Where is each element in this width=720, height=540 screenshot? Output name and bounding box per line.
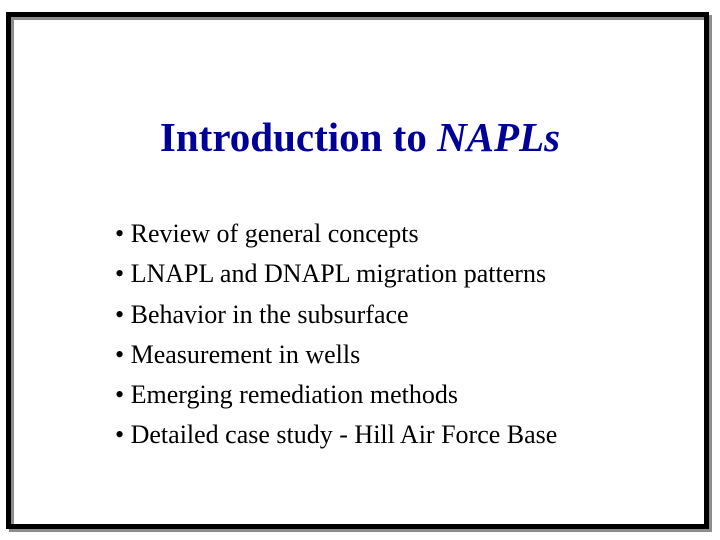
bullet-text: LNAPL and DNAPL migration patterns — [130, 259, 547, 289]
title-text: Introduction to — [159, 114, 438, 160]
bullet-text: Behavior in the subsurface — [130, 299, 409, 329]
list-item — [115, 415, 557, 455]
bullet-text: Detailed case study - Hill Air Force Base — [130, 420, 558, 450]
slide-title — [0, 113, 720, 161]
bullet-text: Emerging remediation methods — [130, 380, 458, 410]
bullet-icon: • — [115, 420, 125, 450]
list-item — [115, 254, 557, 294]
bullet-list — [115, 214, 557, 456]
bullet-icon: • — [115, 339, 125, 369]
list-item — [115, 375, 557, 415]
bullet-icon: • — [115, 219, 125, 248]
list-item — [115, 214, 557, 254]
bullet-icon: • — [115, 380, 125, 410]
bullet-text: Measurement in wells — [130, 339, 361, 369]
bullet-text: Review of general concepts — [130, 219, 419, 248]
bullet-icon: • — [115, 299, 125, 329]
title-italic-text: NAPLs — [437, 114, 561, 160]
list-item — [115, 295, 557, 335]
bullet-icon: • — [115, 259, 125, 289]
list-item — [115, 335, 557, 375]
